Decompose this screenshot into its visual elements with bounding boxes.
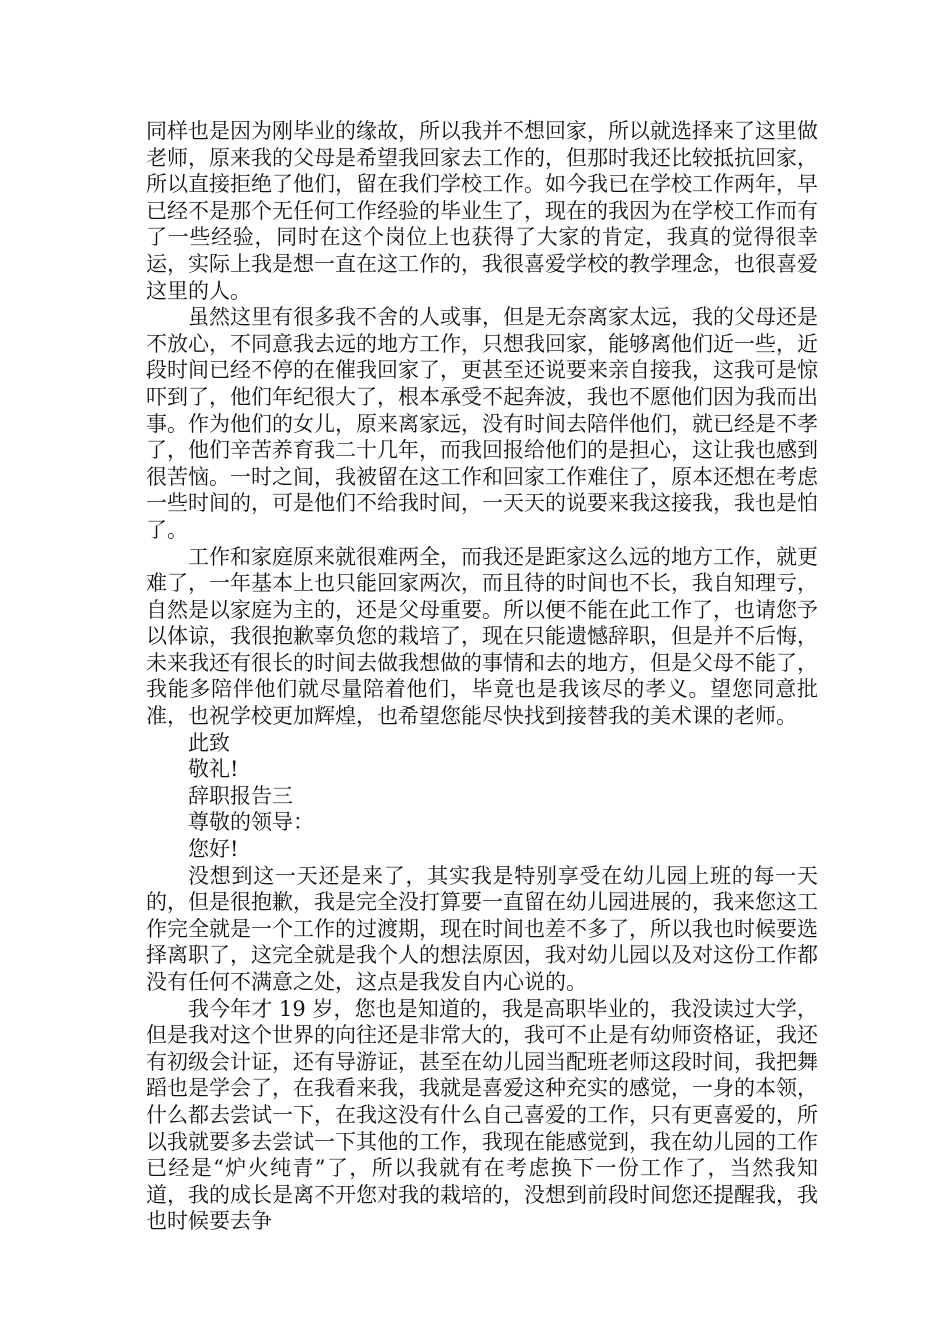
paragraph-continuation: 同样也是因为刚毕业的缘故，所以我并不想回家，所以就选择来了这里做老师，原来我的父母是希望我回家去工作的，但那时我还比较抵抗回家，所以直接拒绝了他们，留在我们学校工作。如今我已在学校工作两年，早已经不是那个无任何工作经验的毕业生了，现在的我因为在学校工作而有了一些经验，同时在这个岗位上也获得了大家的肯定，我真的觉得很幸运，实际上我是想一直在这工作的，我很喜爱学校的教学理念，也很喜爱这里的人。 bbox=[146, 119, 818, 303]
paragraph-kindergarten: 没想到这一天还是来了，其实我是特别享受在幼儿园上班的每一天的，但是很抱歉，我是完全没打算要一直留在幼儿园进展的，我来您这工作完全就是一个工作的过渡期，现在时间也差不多了，所以我也时候要选择离职了，这完全就是我个人的想法原因，我对幼儿园以及对这份工作都没有任何不满意之处，这点是我发自内心说的。 bbox=[146, 863, 818, 994]
paragraph-age-skills: 我今年才 19 岁，您也是知道的，我是高职毕业的，我没读过大学，但是我对这个世界的向往还是非常大的，我可不止是有幼师资格证，我还有初级会计证，还有导游证，甚至在幼儿园当配班老师这段时间，我把舞蹈也是学会了，在我看来我，我就是喜爱这种充实的感觉，一身的本领，什么都去尝试一下，在我这没有什么自己喜爱的工作，只有更喜爱的，所以我就要多去尝试一下其他的工作，我现在能感觉到，我在幼儿园的工作已经是“炉火纯青”了，所以我就有在考虑换下一份工作了，当然我知道，我的成长是离不开您对我的栽培的，没想到前段时间您还提醒我，我也时候要去争 bbox=[146, 996, 818, 1234]
closing-salutation: 此致 bbox=[188, 730, 230, 755]
letter-greeting: 尊敬的领导： bbox=[188, 810, 314, 835]
paragraph-work-family: 工作和家庭原来就很难两全，而我还是距家这么远的地方工作，就更难了，一年基本上也只能回家两次，而且待的时间也不长，我自知理亏，自然是以家庭为主的，还是父母重要。所以便不能在此工作了，也请您予以体谅，我很抱歉辜负您的栽培了，现在只能遗憾辞职，但是并不后悔，未来我还有很长的时间去做我想做的事情和去的地方，但是父母不能了，我能多陪伴他们就尽量陪着他们，毕竟也是我该尽的孝义。望您同意批准，也祝学校更加辉煌，也希望您能尽快找到接替我的美术课的老师。 bbox=[146, 544, 818, 729]
closing-regards: 敬礼! bbox=[188, 757, 239, 782]
paragraph-parents-worry: 虽然这里有很多我不舍的人或事，但是无奈离家太远，我的父母还是不放心，不同意我去远的地方工作，只想我回家，能够离他们近一些，近段时间已经不停的在催我回家了，更甚至还说要来亲自接我，这我可是惊吓到了，他们年纪很大了，根本承受不起奔波，我也不愿他们因为我而出事。作为他们的女儿，原来离家远，没有时间去陪伴他们，就已经是不孝了，他们辛苦养育我二十几年，而我回报给他们的是担心，这让我也感到很苦恼。一时之间，我被留在这工作和回家工作难住了，原本还想在考虑一些时间的，可是他们不给我时间，一天天的说要来我这接我，我也是怕了。 bbox=[146, 305, 818, 542]
section-heading: 辞职报告三 bbox=[188, 783, 293, 808]
letter-hello: 您好! bbox=[188, 837, 239, 862]
document-page bbox=[146, 118, 818, 1235]
